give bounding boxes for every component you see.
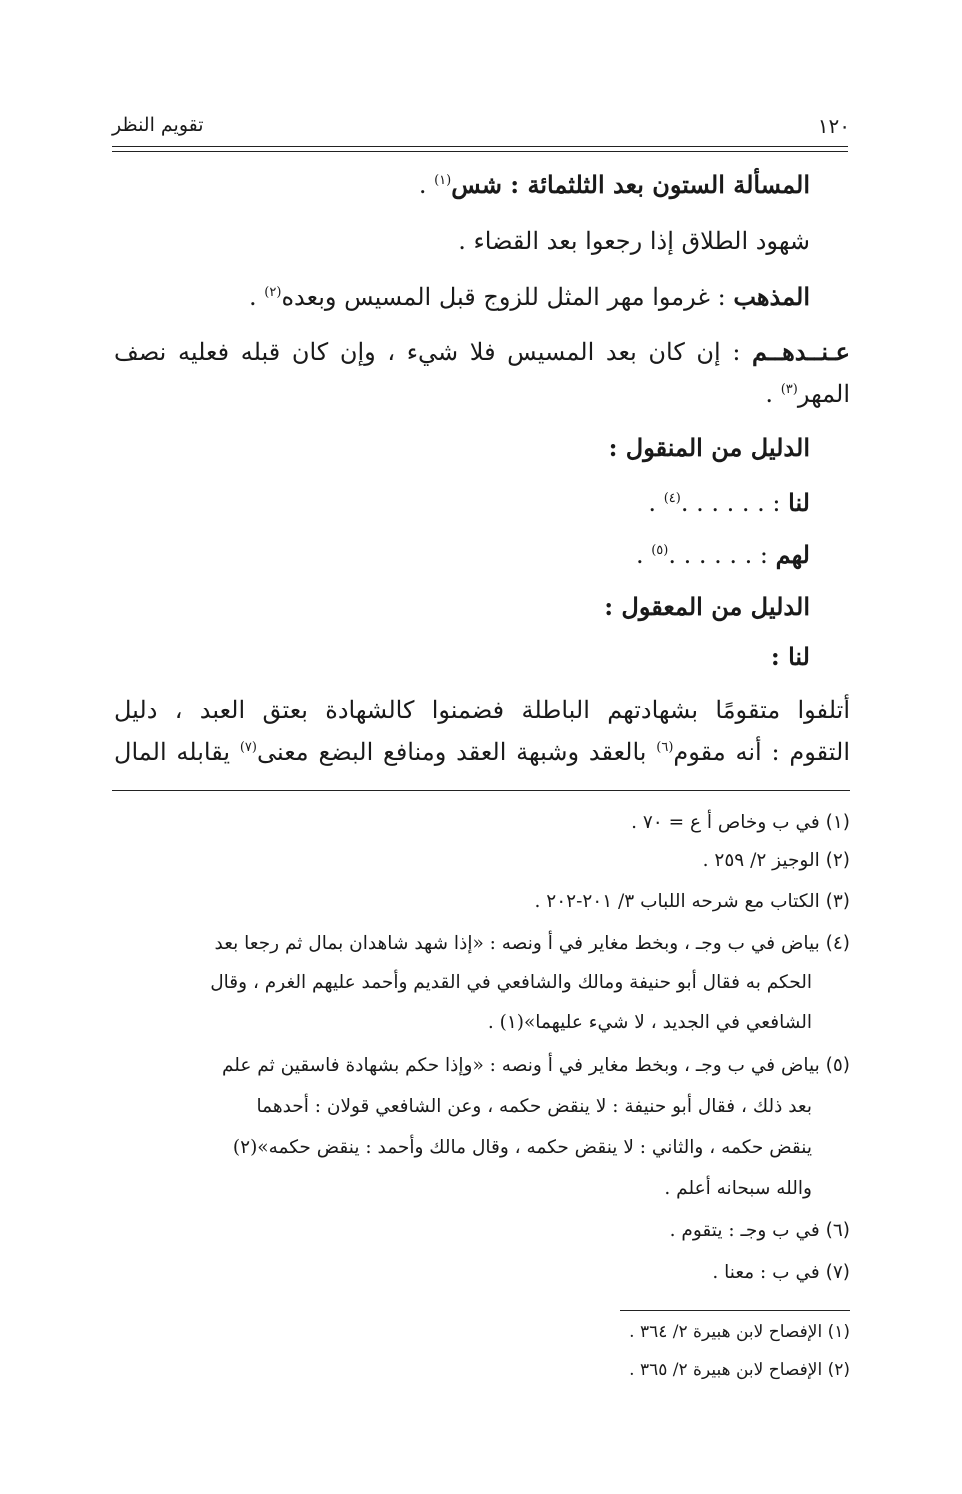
footnote-number: (٦) bbox=[825, 1220, 850, 1241]
sub-footnote-1 bbox=[629, 1322, 850, 1342]
footnote-ref: (٤) bbox=[663, 491, 681, 506]
indahum-continuation bbox=[765, 380, 850, 408]
paragraph-line-1: أتلفوا متقومًا بشهادتهم الباطلة فضمنوا كالشهادة بعتق العبد ، دليل bbox=[114, 696, 850, 724]
running-title: تقويم النظر bbox=[112, 114, 204, 136]
page-number: ١٢٠ bbox=[817, 114, 850, 138]
footnote-ref: (٧) bbox=[239, 740, 257, 755]
footnote-number: (٤) bbox=[825, 933, 850, 954]
para-seg-b: بالعقد وشبهة العقد ومنافع البضع معنى bbox=[256, 738, 647, 766]
footnote-number: (٢) bbox=[825, 850, 850, 871]
footnote-number: (٥) bbox=[825, 1055, 850, 1076]
indahum-line bbox=[114, 337, 850, 366]
period: . bbox=[635, 541, 644, 569]
paragraph-line-2 bbox=[114, 738, 850, 766]
footnote-4-line-3: الشافعي في الجديد ، لا شيء عليهما»(١) . bbox=[487, 1012, 812, 1033]
footnote-separator bbox=[112, 790, 850, 791]
footnote-ref: (٥) bbox=[651, 543, 669, 558]
sub-footnote-separator bbox=[620, 1310, 850, 1311]
footnote-text: في ب وخاص أ ع = ٧٠ . bbox=[631, 812, 820, 833]
period: . bbox=[648, 489, 657, 517]
sub-footnote-2 bbox=[629, 1360, 850, 1380]
section-heading-maqul: الدليل من المعقول : bbox=[604, 592, 810, 621]
footnote-number: (١) bbox=[827, 1322, 850, 1342]
footnote-text: الإفصاح لابن هبيرة ٢/ ٣٦٥ . bbox=[629, 1360, 823, 1380]
footnote-3 bbox=[535, 891, 851, 912]
issue-title-text: المسألة الستون بعد الثلثمائة : شس bbox=[451, 170, 810, 199]
ellipsis-text: : . . . . . . bbox=[680, 489, 781, 517]
footnote-ref: (١) bbox=[434, 173, 452, 188]
lahum-line bbox=[636, 540, 810, 569]
footnote-number: (١) bbox=[825, 812, 850, 833]
footnote-1 bbox=[631, 812, 850, 833]
footnote-number: (٣) bbox=[825, 891, 850, 912]
madhhab-line bbox=[249, 282, 810, 311]
footnote-text: بياض في ب وجـ ، وبخط مغاير في أ ونصه : «إذا شهد شاهدان بمال ثم رجعا بعد bbox=[214, 933, 820, 954]
ellipsis-text: : . . . . . . bbox=[668, 541, 768, 569]
footnote-4-line-1 bbox=[214, 933, 850, 954]
footnote-ref: (٢) bbox=[264, 285, 282, 300]
footnote-7 bbox=[712, 1262, 850, 1283]
period: . bbox=[249, 283, 257, 311]
footnote-5-line-1 bbox=[222, 1055, 850, 1076]
period: . bbox=[418, 171, 427, 199]
footnote-text: الإفصاح لابن هبيرة ٢/ ٣٦٤ . bbox=[629, 1322, 823, 1342]
para-seg-a: التقوم : أنه مقوم bbox=[673, 738, 850, 766]
lana-maqul-label: لنا : bbox=[770, 642, 810, 671]
footnote-number: (٧) bbox=[825, 1262, 850, 1283]
footnote-number: (٢) bbox=[827, 1360, 850, 1380]
footnote-5-line-3: ينقض حكمه ، والثاني : لا ينقض حكمه ، وقال مالك وأحمد : ينقض حكمه»(٢) bbox=[232, 1137, 812, 1158]
footnote-text: الكتاب مع شرحه اللباب ٣/ ٢٠١-٢٠٢ . bbox=[534, 891, 820, 912]
footnote-text: بياض في ب وجـ ، وبخط مغاير في أ ونصه : «وإذا حكم بشهادة فاسقين ثم علم bbox=[221, 1055, 820, 1076]
footnote-5-line-4: والله سبحانه أعلم . bbox=[664, 1178, 812, 1199]
footnote-text: الوجيز ٢/ ٢٥٩ . bbox=[702, 850, 820, 871]
section-heading-manqul: الدليل من المنقول : bbox=[608, 433, 810, 462]
footnote-ref: (٦) bbox=[656, 740, 674, 755]
para-seg-c: يقابله المال bbox=[114, 738, 231, 766]
lahum-label: لهم bbox=[775, 540, 810, 569]
header-rule-top bbox=[112, 146, 848, 147]
indahum-label: عـنــدهــم bbox=[752, 337, 850, 366]
indahum-text: : إن كان بعد المسيس فلا شيء ، وإن كان قبله فعليه نصف bbox=[114, 338, 741, 366]
lana-label: لنا bbox=[788, 488, 810, 517]
footnote-5-line-2: بعد ذلك ، فقال أبو حنيفة : لا ينقض حكمه ، وعن الشافعي قولان : أحدهما bbox=[256, 1096, 812, 1117]
footnote-4-line-2: الحكم به فقال أبو حنيفة ومالك والشافعي في القديم وأحمد عليهم الغرم ، وقال bbox=[210, 972, 812, 993]
indahum-cont-text: المهر bbox=[797, 380, 850, 408]
footnote-ref: (٣) bbox=[780, 382, 798, 397]
footnote-text: في ب : معنا . bbox=[712, 1262, 820, 1283]
footnote-text: في ب وجـ : يتقوم . bbox=[669, 1220, 820, 1241]
header-rule-bottom bbox=[112, 151, 848, 152]
issue-statement: شهود الطلاق إذا رجعوا بعد القضاء . bbox=[458, 227, 810, 255]
period: . bbox=[765, 380, 774, 408]
footnote-2 bbox=[703, 850, 850, 871]
lana-manqul-line bbox=[648, 488, 810, 517]
issue-title bbox=[419, 170, 810, 199]
footnote-6 bbox=[670, 1220, 850, 1241]
madhhab-label: المذهب bbox=[733, 282, 810, 311]
madhhab-text: : غرموا مهر المثل للزوج قبل المسيس وبعده bbox=[281, 283, 726, 311]
